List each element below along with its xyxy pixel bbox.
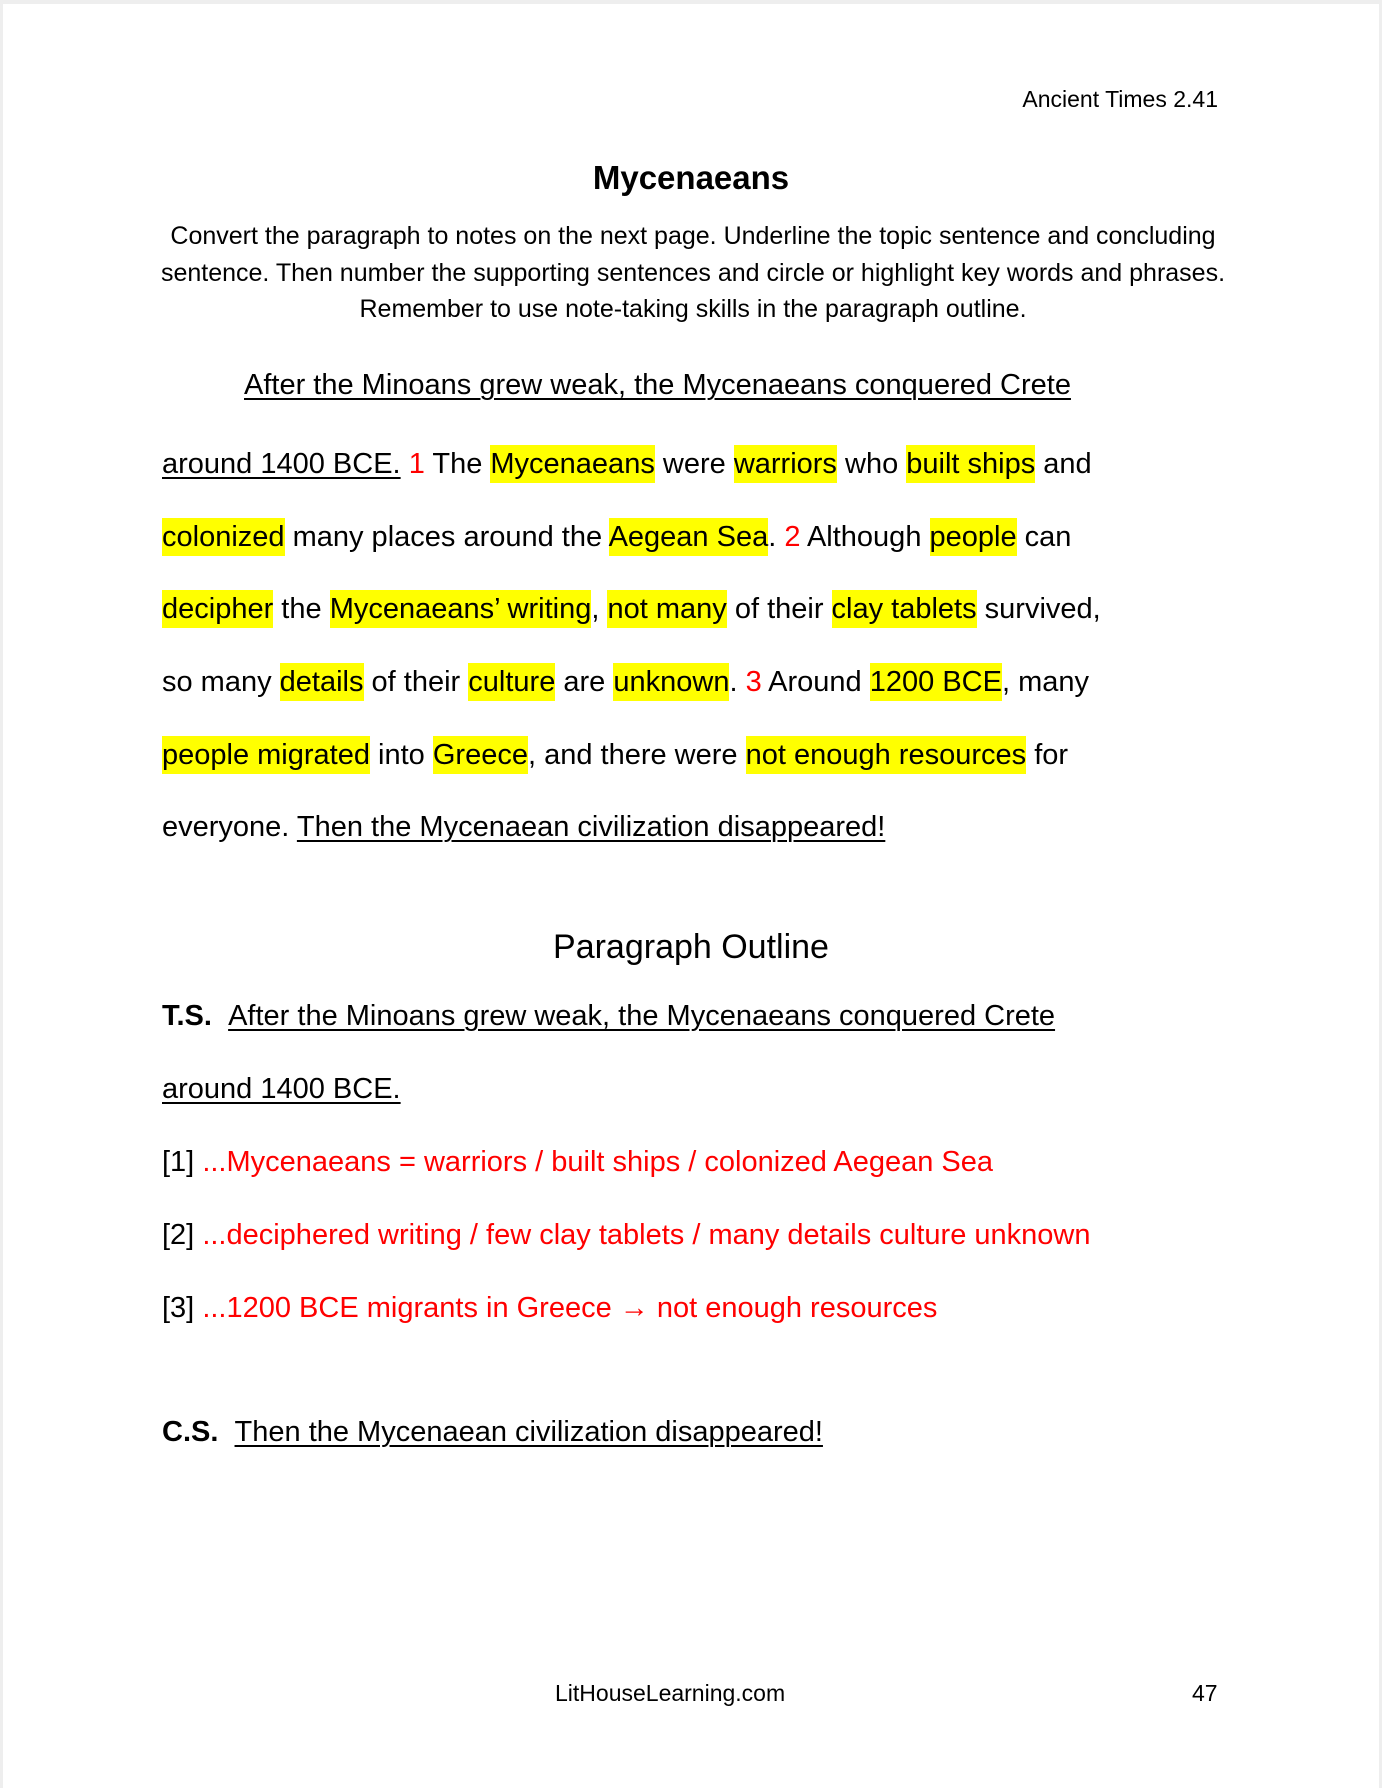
highlighted-keyword: clay tablets [832, 590, 977, 628]
paragraph-text: , [591, 593, 608, 625]
paragraph-text [401, 448, 409, 480]
supporting-label: [1] [162, 1146, 195, 1178]
supporting-note: ...Mycenaeans = warriors / built ships / colonized Aegean Sea [202, 1146, 994, 1178]
paragraph-text: the [273, 593, 330, 625]
page-title: Mycenaeans [592, 159, 790, 196]
sentence-number: 1 [408, 448, 425, 480]
paragraph-line [162, 737, 1068, 773]
page-number: 47 [1192, 1680, 1218, 1706]
paragraph-text: of their [726, 593, 832, 625]
paragraph-text: everyone. [162, 811, 297, 843]
highlighted-keyword: 1200 BCE [870, 663, 1002, 701]
paragraph-text: and [1035, 448, 1092, 480]
paragraph-text: can [1016, 521, 1072, 553]
highlighted-keyword: Mycenaeans’ writing [330, 590, 592, 628]
topic-sentence-text-continued: around 1400 BCE. [162, 1073, 401, 1105]
supporting-label: [2] [162, 1219, 195, 1251]
paragraph-text: many places around the [284, 521, 609, 553]
topic-sentence-row-continued [162, 1071, 401, 1107]
paragraph-line [162, 664, 1089, 700]
document-page [3, 4, 1379, 1788]
highlighted-keyword: Greece [433, 736, 528, 774]
highlighted-keyword: decipher [162, 590, 273, 628]
supporting-point-3 [162, 1290, 937, 1326]
paragraph-text: survived, [976, 593, 1101, 625]
highlighted-keyword: unknown [613, 663, 729, 701]
paragraph-text: Although [800, 521, 930, 553]
paragraph-text: who [836, 448, 907, 480]
instructions: Convert the paragraph to notes on the next page. Underline the topic sentence and concluding sentence. Then number the supporting sentences and circle or highlight key words and phrases. Remember to use note-taking skills in the paragraph outline. [160, 222, 1226, 323]
paragraph-text: are [555, 666, 614, 698]
highlighted-keyword: built ships [906, 445, 1035, 483]
topic-sentence-text: After the Minoans grew weak, the Mycenaeans conquered Crete [228, 1000, 1056, 1032]
paragraph-line [162, 809, 885, 845]
underlined-sentence: Then the Mycenaean civilization disappeared! [296, 811, 886, 843]
underlined-sentence: around 1400 BCE. [162, 448, 401, 480]
highlighted-keyword: colonized [162, 518, 285, 556]
paragraph-text: so many [162, 666, 280, 698]
supporting-label: [3] [162, 1292, 195, 1324]
paragraph-line [244, 367, 1071, 403]
paragraph-text: for [1026, 739, 1069, 771]
supporting-note: ...1200 BCE migrants in Greece → not enough resources [202, 1292, 938, 1324]
topic-sentence-label: T.S. [162, 1000, 212, 1032]
topic-sentence-row [162, 998, 1055, 1034]
highlighted-keyword: people migrated [162, 736, 370, 774]
paragraph-line [162, 519, 1071, 555]
paragraph-text: Around [761, 666, 870, 698]
highlighted-keyword: not enough resources [746, 736, 1027, 774]
concluding-sentence-label: C.S. [162, 1416, 219, 1448]
supporting-point-2 [162, 1217, 1090, 1253]
highlighted-keyword: people [930, 518, 1017, 556]
concluding-sentence-row [162, 1414, 823, 1450]
outline-title: Paragraph Outline [553, 928, 829, 966]
paragraph-line [162, 446, 1092, 482]
supporting-note: ...deciphered writing / few clay tablets / many details culture unknown [202, 1219, 1091, 1251]
concluding-sentence-text: Then the Mycenaean civilization disappeared! [234, 1416, 823, 1448]
highlighted-keyword: culture [468, 663, 555, 701]
paragraph-text: of their [363, 666, 469, 698]
supporting-point-1 [162, 1144, 993, 1180]
underlined-sentence: After the Minoans grew weak, the Mycenaeans conquered Crete [244, 369, 1071, 401]
paragraph-text: , and there were [527, 739, 746, 771]
paragraph-text: . [729, 666, 746, 698]
highlighted-keyword: details [280, 663, 364, 701]
paragraph-text: , many [1001, 666, 1089, 698]
sentence-number: 2 [784, 521, 801, 553]
footer-site: LitHouseLearning.com [555, 1680, 786, 1706]
highlighted-keyword: not many [607, 590, 726, 628]
paragraph-text: The [424, 448, 491, 480]
paragraph-text: . [768, 521, 785, 553]
highlighted-keyword: Aegean Sea [609, 518, 769, 556]
sentence-number: 3 [745, 666, 762, 698]
paragraph-text: were [654, 448, 734, 480]
paragraph-line [162, 591, 1101, 627]
header-label: Ancient Times 2.41 [1022, 86, 1218, 112]
highlighted-keyword: warriors [734, 445, 837, 483]
highlighted-keyword: Mycenaeans [490, 445, 654, 483]
paragraph-text: into [369, 739, 433, 771]
